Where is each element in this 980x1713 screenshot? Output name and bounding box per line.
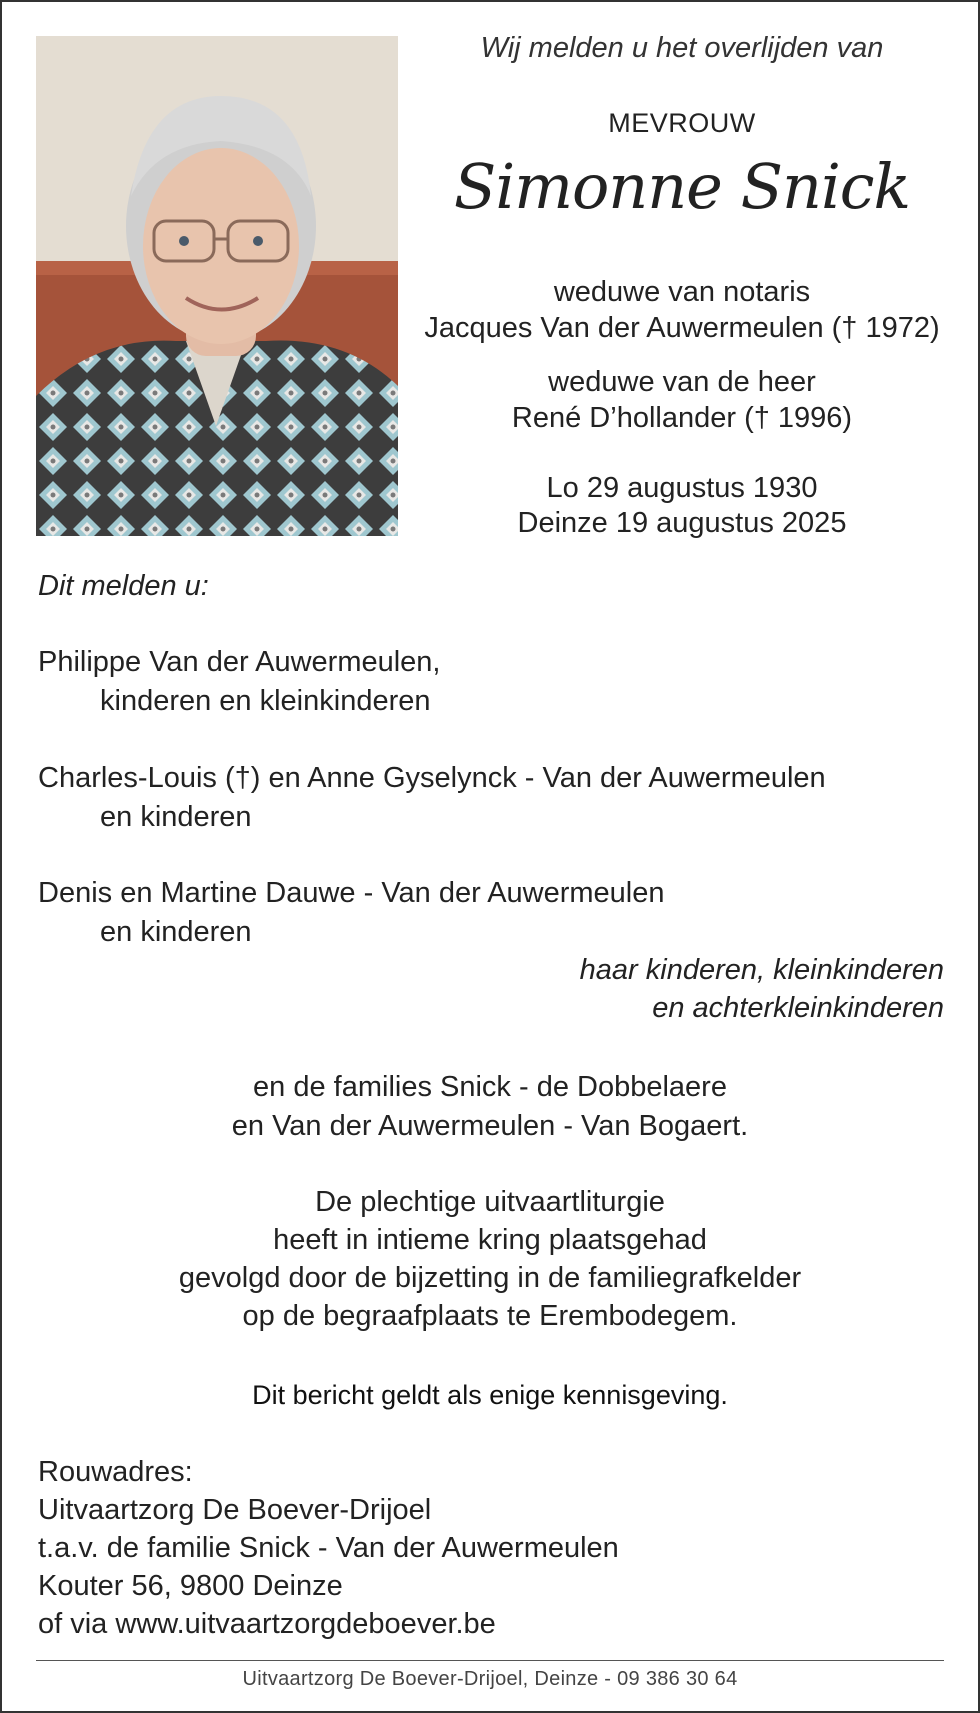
family-1-main: Philippe Van der Auwermeulen, xyxy=(38,646,441,678)
spouse-2-name: René D’hollander († 1996) xyxy=(511,402,853,434)
extended-family-line-1: en de families Snick - de Dobbelaere xyxy=(253,1071,727,1103)
address-line-1: Uitvaartzorg De Boever-Drijoel xyxy=(38,1494,432,1526)
summary-line-2: en achterkleinkinderen xyxy=(652,992,944,1024)
portrait-photo xyxy=(36,36,398,536)
extended-family-line-2: en Van der Auwermeulen - Van Bogaert. xyxy=(231,1110,749,1142)
footer-divider xyxy=(36,1660,944,1661)
spouse-1-title: weduwe van notaris xyxy=(553,276,811,308)
mourners-intro: Dit melden u: xyxy=(38,570,209,602)
footer-text: Uitvaartzorg De Boever-Drijoel, Deinze - 09 386 30 64 xyxy=(242,1668,738,1690)
death-date: Deinze 19 augustus 2025 xyxy=(517,507,847,539)
address-line-3: Kouter 56, 9800 Deinze xyxy=(38,1570,343,1602)
spouse-1-name: Jacques Van der Auwermeulen († 1972) xyxy=(424,312,940,344)
ceremony-line-2: heeft in intieme kring plaatsgehad xyxy=(273,1224,707,1256)
ceremony-line-3: gevolgd door de bijzetting in de familiegrafkelder xyxy=(178,1262,802,1294)
birth-date: Lo 29 augustus 1930 xyxy=(546,472,818,504)
address-line-2: t.a.v. de familie Snick - Van der Auwermeulen xyxy=(38,1532,619,1564)
address-label: Rouwadres: xyxy=(38,1456,193,1488)
deceased-name: Simonne Snick xyxy=(453,150,911,223)
summary-line-1: haar kinderen, kleinkinderen xyxy=(579,954,944,986)
family-1-sub: kinderen en kleinkinderen xyxy=(100,685,431,717)
family-3-main: Denis en Martine Dauwe - Van der Auwermeulen xyxy=(38,877,665,909)
ceremony-line-4: op de begraafplaats te Erembodegem. xyxy=(242,1300,738,1332)
portrait-illustration xyxy=(36,36,398,536)
intro-text: Wij melden u het overlijden van xyxy=(480,32,884,64)
family-2-main: Charles-Louis (†) en Anne Gyselynck - Van der Auwermeulen xyxy=(38,762,826,794)
address-website[interactable]: of via www.uitvaartzorgdeboever.be xyxy=(38,1608,496,1640)
ceremony-line-1: De plechtige uitvaartliturgie xyxy=(315,1186,665,1218)
family-3-sub: en kinderen xyxy=(100,916,252,948)
title-prefix: MEVROUW xyxy=(608,108,756,138)
notice-text: Dit bericht geldt als enige kennisgeving. xyxy=(252,1380,728,1410)
spouse-2-title: weduwe van de heer xyxy=(548,366,816,398)
family-2-sub: en kinderen xyxy=(100,801,252,833)
